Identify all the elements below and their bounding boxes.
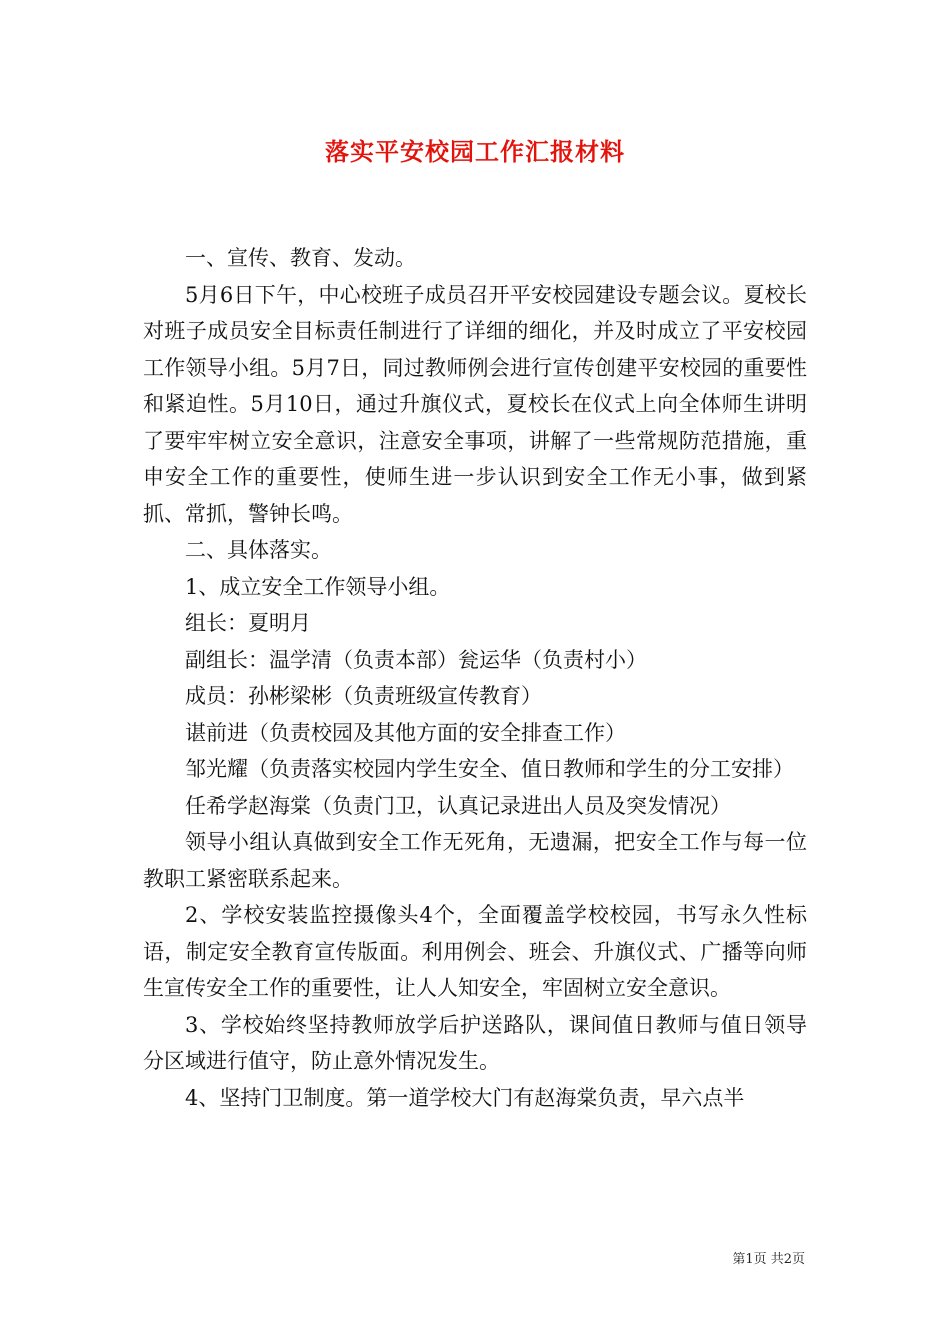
- paragraph: 2、学校安装监控摄像头4个，全面覆盖学校校园，书写永久性标语，制定安全教育宣传版面。利用例会、班会、升旗仪式、广播等向师生宣传安全工作的重要性，让人人知安全，牢固树立安全意识。: [143, 903, 807, 1000]
- paragraph: 领导小组认真做到安全工作无死角，无遗漏，把安全工作与每一位教职工紧密联系起来。: [143, 830, 807, 891]
- paragraph: 4、坚持门卫制度。第一道学校大门有赵海棠负责，早六点半: [185, 1085, 745, 1110]
- page-number-footer: 第1页 共2页: [732, 1252, 805, 1267]
- paragraph: 1、成立安全工作领导小组。: [185, 574, 451, 599]
- paragraph: 二、具体落实。: [185, 538, 332, 562]
- document-title: 落实平安校园工作汇报材料: [325, 137, 625, 166]
- paragraph: 成员：孙彬梁彬（负责班级宣传教育）: [185, 684, 542, 708]
- paragraph: 3、学校始终坚持教师放学后护送路队，课间值日教师与值日领导分区域进行值守，防止意外情况发生。: [143, 1012, 807, 1073]
- paragraph: 5月6日下午，中心校班子成员召开平安校园建设专题会议。夏校长对班子成员安全目标责任制进行了详细的细化，并及时成立了平安校园工作领导小组。5月7日，同过教师例会进行宣传创建平安校园的重要性和紧迫性。5月10日，通过升旗仪式，夏校长在仪式上向全体师生讲明了要牢牢树立安全意识，注意安全事项，讲解了一些常规防范措施，重申安全工作的重要性，使师生进一步认识到安全工作无小事，做到紧抓、常抓，警钟长鸣。: [143, 282, 807, 526]
- paragraph: 任希学赵海棠（负责门卫，认真记录进出人员及突发情况）: [185, 793, 731, 818]
- paragraph: 谌前进（负责校园及其他方面的安全排查工作）: [185, 720, 626, 745]
- paragraph: 组长：夏明月: [185, 611, 311, 635]
- paragraph: 一、宣传、教育、发动。: [185, 246, 416, 270]
- paragraph: 邹光耀（负责落实校园内学生安全、值日教师和学生的分工安排）: [185, 757, 794, 781]
- document-body: [143, 240, 807, 1116]
- paragraph: 副组长：温学清（负责本部）瓮运华（负责村小）: [185, 647, 647, 672]
